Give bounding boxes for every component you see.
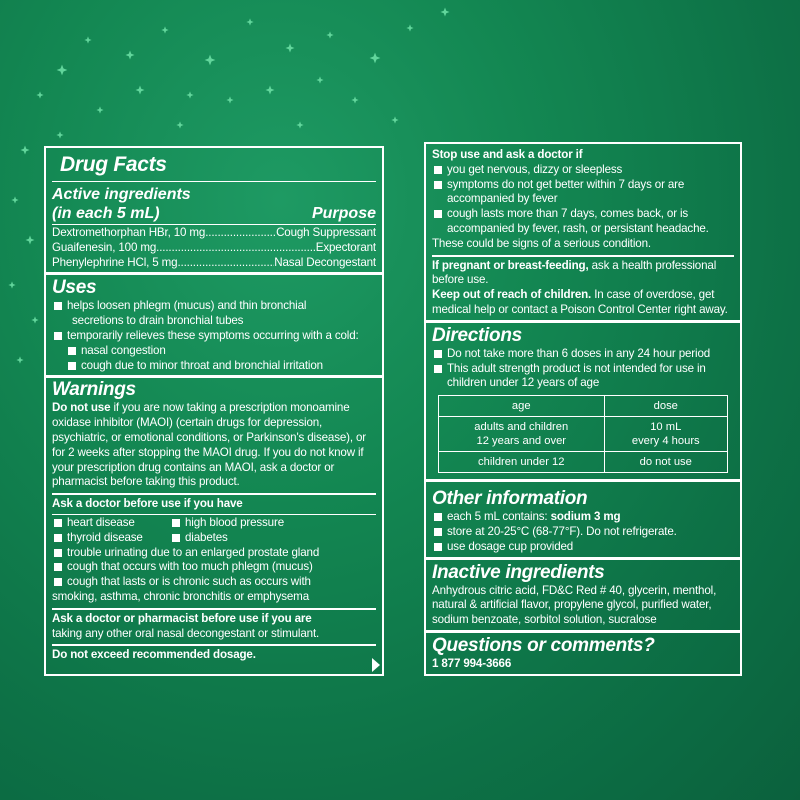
active-ingredients-subheading: (in each 5 mL) xyxy=(52,205,160,222)
other-info-section xyxy=(426,482,740,559)
age-line: 12 years and over xyxy=(476,435,567,448)
dosage-table xyxy=(438,395,728,473)
table-header-age: age xyxy=(439,396,605,417)
bullet-icon xyxy=(54,519,62,527)
ingredient-row xyxy=(52,241,376,256)
purpose-heading: Purpose xyxy=(311,205,376,222)
questions-section xyxy=(426,633,740,676)
bullet-icon xyxy=(54,563,62,571)
ingredient-name: Dextromethorphan HBr, 10 mg xyxy=(52,226,206,239)
sparkle-star-icon xyxy=(21,146,30,155)
keep-out-text: In case of overdose, get medical help or contact a Poison Control Center right away. xyxy=(432,288,728,316)
other-info-item: use dosage cup provided xyxy=(447,539,574,553)
bullet-icon xyxy=(434,210,442,218)
use-subitem: nasal congestion xyxy=(81,343,166,357)
keep-out-label: Keep out of reach of children. xyxy=(432,288,592,302)
ingredient-purpose: Nasal Decongestant xyxy=(274,255,376,269)
bullet-icon xyxy=(434,181,442,189)
bullet-icon xyxy=(434,350,442,358)
sparkle-star-icon xyxy=(176,121,183,128)
stop-use-section xyxy=(426,144,740,320)
other-info-item: store at 20-25°C (68-77°F). Do not refrigerate. xyxy=(447,524,677,538)
dose-line: every 4 hours xyxy=(631,435,700,448)
direction-item: Do not take more than 6 doses in any 24 hour period xyxy=(447,346,711,360)
stop-use-heading: Stop use and ask a doctor if xyxy=(432,148,583,161)
ask-doctor-heading: Ask a doctor before use if you have xyxy=(52,497,243,511)
bullet-icon xyxy=(54,578,62,586)
directions-section xyxy=(426,323,740,482)
questions-heading: Questions or comments? xyxy=(432,634,655,656)
ingredient-name: Phenylephrine HCl, 5 mg xyxy=(52,255,178,269)
drug-facts-panel-left xyxy=(44,146,384,676)
use-item-continued: secretions to drain bronchial tubes xyxy=(72,314,244,328)
ingredient-row xyxy=(52,226,376,241)
condition-item: trouble urinating due to an enlarged prostate gland xyxy=(67,545,320,559)
sparkle-star-icon xyxy=(31,316,38,323)
active-ingredients-heading: Active ingredients xyxy=(52,186,191,203)
sparkle-star-icon xyxy=(26,236,35,245)
sparkle-star-icon xyxy=(16,356,23,363)
sparkle-star-icon xyxy=(351,96,358,103)
bullet-icon xyxy=(68,347,76,355)
sparkle-star-icon xyxy=(84,36,91,43)
condition-item: cough that occurs with too much phlegm (mucus) xyxy=(67,560,313,574)
stop-use-item: cough lasts more than 7 days, comes back, or is accompanied by fever, rash, or persistant headache. xyxy=(447,207,709,235)
bullet-icon xyxy=(434,543,442,551)
warnings-section xyxy=(46,378,382,663)
table-cell-dose: do not use xyxy=(604,452,727,473)
sparkle-star-icon xyxy=(286,44,295,53)
bullet-icon xyxy=(54,302,62,310)
bullet-icon xyxy=(172,534,180,542)
sparkle-star-icon xyxy=(186,91,193,98)
sparkle-star-icon xyxy=(36,91,43,98)
bullet-icon xyxy=(434,166,442,174)
table-header-dose: dose xyxy=(604,396,727,417)
sparkle-star-icon xyxy=(370,53,381,64)
condition-item: diabetes xyxy=(185,530,228,544)
drug-facts-title: Drug Facts xyxy=(60,153,167,176)
bullet-icon xyxy=(434,513,442,521)
sparkle-star-icon xyxy=(406,24,413,31)
sparkle-star-icon xyxy=(56,131,63,138)
pregnant-label: If pregnant or breast-feeding, xyxy=(432,258,589,272)
condition-item: high blood pressure xyxy=(185,515,284,529)
sparkle-star-icon xyxy=(226,96,233,103)
uses-section xyxy=(46,275,382,378)
bullet-icon xyxy=(54,549,62,557)
warnings-heading: Warnings xyxy=(52,379,136,401)
do-not-exceed-text: Do not exceed recommended dosage. xyxy=(52,648,256,662)
sparkle-star-icon xyxy=(96,106,103,113)
sparkle-star-icon xyxy=(136,86,145,95)
sparkle-star-icon xyxy=(205,55,216,66)
active-ingredients-section xyxy=(46,182,382,275)
ingredient-purpose: Expectorant xyxy=(315,240,376,254)
stop-use-note: These could be signs of a serious condition. xyxy=(432,236,651,250)
sodium-label: each 5 mL contains: xyxy=(447,510,551,524)
ask-pharmacist-heading: Ask a doctor or pharmacist before use if you are xyxy=(52,611,312,625)
stop-use-item: symptoms do not get better within 7 days or are accompanied by fever xyxy=(447,177,685,206)
bullet-icon xyxy=(434,365,442,373)
do-not-use-paragraph xyxy=(52,401,376,490)
use-subitem: cough due to minor throat and bronchial irritation xyxy=(81,358,323,372)
bullet-icon xyxy=(172,519,180,527)
sparkle-star-icon xyxy=(296,121,303,128)
table-row xyxy=(439,417,728,452)
bullet-icon xyxy=(68,362,76,370)
sparkle-star-icon xyxy=(266,86,275,95)
inactive-ingredients-section xyxy=(426,560,740,633)
sparkle-star-icon xyxy=(8,281,15,288)
bullet-icon xyxy=(54,332,62,340)
bullet-icon xyxy=(54,534,62,542)
condition-item: cough that lasts or is chronic such as occurs with xyxy=(67,575,311,589)
directions-heading: Directions xyxy=(432,324,522,346)
sparkle-star-icon xyxy=(161,26,168,33)
continued-arrow-icon xyxy=(372,658,380,672)
bullet-icon xyxy=(434,528,442,536)
condition-item: heart disease xyxy=(67,515,135,529)
use-item: helps loosen phlegm (mucus) and thin bronchial xyxy=(67,299,307,313)
sodium-value: sodium 3 mg xyxy=(550,510,621,524)
table-row xyxy=(439,452,728,473)
table-cell-age xyxy=(439,417,605,452)
ask-pharmacist-text: taking any other oral nasal decongestant or stimulant. xyxy=(52,626,320,640)
other-info-item xyxy=(447,510,620,525)
drug-facts-panel-right xyxy=(424,142,742,676)
pregnant-text: ask a health professional before use. xyxy=(432,258,717,287)
sparkle-star-icon xyxy=(391,116,398,123)
table-cell-age: children under 12 xyxy=(439,452,605,473)
table-header-row xyxy=(439,396,728,417)
sparkle-star-icon xyxy=(126,51,135,60)
dose-line: 10 mL xyxy=(650,421,682,434)
sparkle-star-icon xyxy=(316,76,323,83)
do-not-use-text: if you are now taking a prescription monoamine oxidase inhibitor (MAOI) (certain drugs for depression, psychiatric, or emotional conditions, or Parkinson's disease), or for 2 weeks after stopping the MAOI drug. If you do not know if your prescription drug contains an MAOI, ask a doctor or pharmacist before taking this product. xyxy=(52,401,367,489)
keep-out-warning xyxy=(432,288,734,318)
sparkle-star-icon xyxy=(57,65,68,76)
ingredient-name: Guaifenesin, 100 mg xyxy=(52,240,157,254)
phone-number: 1 877 994-3666 xyxy=(432,656,512,670)
sparkle-star-icon xyxy=(441,8,450,17)
pregnant-warning xyxy=(432,259,734,289)
direction-item: This adult strength product is not intended for use in children under 12 years of age xyxy=(447,361,706,390)
stop-use-item: you get nervous, dizzy or sleepless xyxy=(447,162,623,176)
uses-heading: Uses xyxy=(52,277,97,299)
ingredient-row xyxy=(52,256,376,271)
use-item: temporarily relieves these symptoms occurring with a cold: xyxy=(67,328,359,342)
age-line: adults and children xyxy=(474,421,569,434)
do-not-use-label: Do not use xyxy=(52,401,111,415)
sparkle-star-icon xyxy=(246,18,253,25)
inactive-ingredients-text: Anhydrous citric acid, FD&C Red # 40, glycerin, menthol, natural & artificial flavor, propylene glycol, purified water, sodium benzoate, sorbitol solution, sucralose xyxy=(432,583,717,627)
other-info-heading: Other information xyxy=(432,488,588,510)
sparkle-star-icon xyxy=(326,31,333,38)
condition-item: thyroid disease xyxy=(67,530,143,544)
table-cell-dose xyxy=(604,417,727,452)
condition-item-continued: smoking, asthma, chronic bronchitis or emphysema xyxy=(52,589,309,603)
inactive-ingredients-heading: Inactive ingredients xyxy=(432,561,605,583)
ingredient-purpose: Cough Suppressant xyxy=(276,226,376,239)
sparkle-star-icon xyxy=(11,196,18,203)
